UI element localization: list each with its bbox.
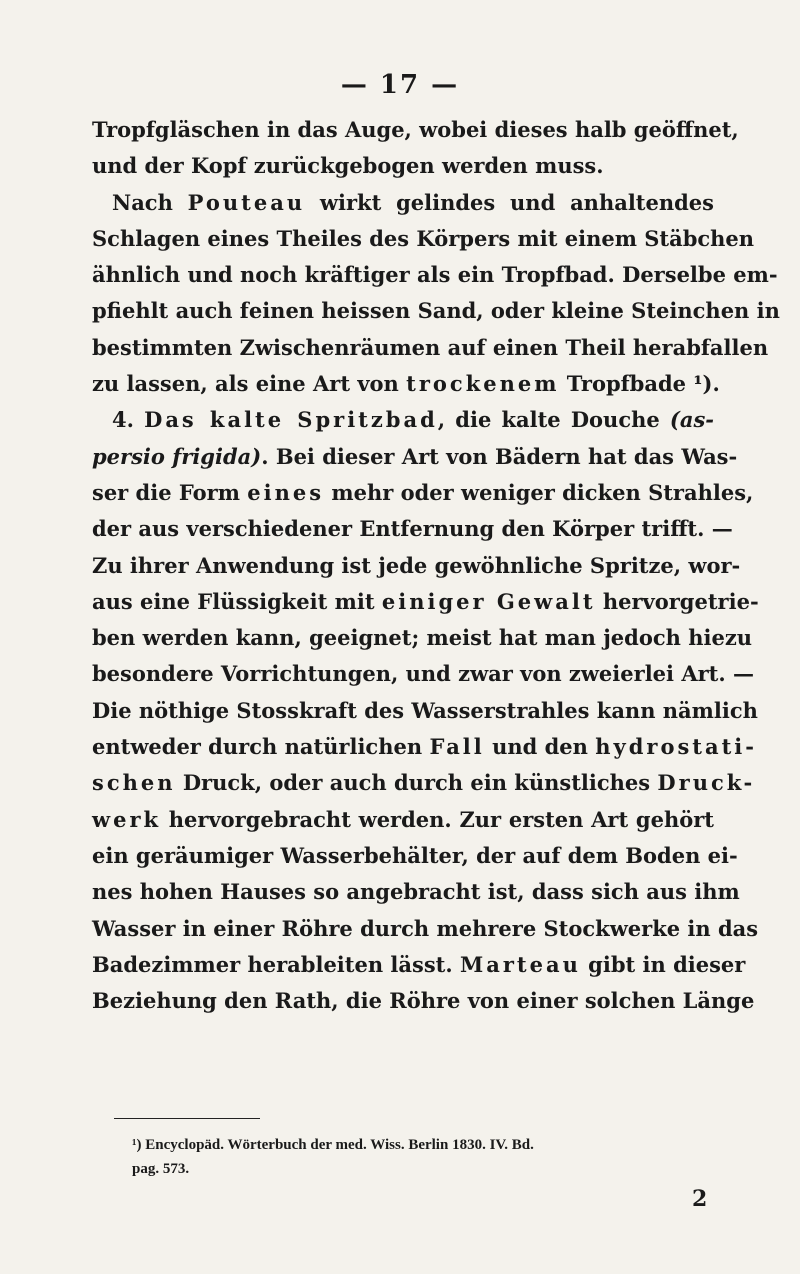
text-line: besondere Vorrichtungen, und zwar von zweierlei Art. — bbox=[92, 661, 755, 687]
text-line: ein geräumiger Wasserbehälter, der auf dem Boden ei- bbox=[92, 842, 738, 868]
text-line: und der Kopf zurückgebogen werden muss. bbox=[92, 153, 604, 179]
text-line: Nach Pouteau wirkt gelindes und anhaltendes bbox=[112, 189, 714, 215]
text-line: Schlagen eines Theiles des Körpers mit einem Stäbchen bbox=[92, 225, 755, 251]
section-title: Das kalte Spritzbad bbox=[144, 407, 438, 433]
footnote bbox=[132, 1133, 714, 1181]
text-line: werk hervorgebracht werden. Zur ersten Art gehört bbox=[92, 806, 714, 832]
text-line: bestimmten Zwischenräumen auf einen Theil herabfallen bbox=[92, 334, 769, 360]
text-line: ser die Form eines mehr oder weniger dicken Strahles, bbox=[92, 479, 754, 505]
printer-signature-mark: 2 bbox=[692, 1186, 708, 1212]
text-line: aus eine Flüssigkeit mit einiger Gewalt hervorgetrie- bbox=[92, 588, 759, 614]
text-line: schen Druck, oder auch durch ein künstliches Druck- bbox=[92, 770, 756, 796]
text-line: entweder durch natürlichen Fall und den hydrostati- bbox=[92, 734, 757, 760]
author-name-marteau: Marteau bbox=[459, 951, 581, 977]
text-line: zu lassen, als eine Art von trockenem Tropfbade ¹). bbox=[92, 371, 720, 397]
text-line: Zu ihrer Anwendung ist jede gewöhnliche Spritze, wor- bbox=[92, 552, 741, 578]
text-line: Badezimmer herableiten lässt. Marteau gibt in dieser bbox=[92, 951, 746, 977]
text-line: ähnlich und noch kräftiger als ein Tropfbad. Derselbe em- bbox=[92, 262, 778, 288]
text-line: Wasser in einer Röhre durch mehrere Stockwerke in das bbox=[92, 915, 759, 941]
text-line: ben werden kann, geeignet; meist hat man jedoch hiezu bbox=[92, 625, 753, 651]
footnote-line: ¹) Encyclopäd. Wörterbuch der med. Wiss. Berlin 1830. IV. Bd. bbox=[132, 1137, 534, 1153]
text-line: Beziehung den Rath, die Röhre von einer solchen Länge bbox=[92, 988, 755, 1014]
text-line: Tropfgläschen in das Auge, wobei dieses halb geöffnet, bbox=[92, 117, 739, 142]
footnote-ref: Tropfbade ¹). bbox=[559, 371, 720, 397]
author-name-pouteau: Pouteau bbox=[187, 189, 306, 215]
page-number: — 17 — bbox=[340, 70, 460, 100]
text-line: Die nöthige Stosskraft des Wasserstrahles kann nämlich bbox=[92, 697, 758, 723]
footnote-line: pag. 573. bbox=[132, 1161, 190, 1177]
text-line: pfiehlt auch feinen heissen Sand, oder kleine Steinchen in bbox=[92, 298, 780, 324]
emphasis-trockenem: trockenem bbox=[406, 371, 560, 397]
text-line: persio frigida). Bei dieser Art von Bädern hat das Was- bbox=[92, 443, 738, 469]
text-line: nes hohen Hauses so angebracht ist, dass sich aus ihm bbox=[92, 879, 740, 905]
footnote-divider bbox=[114, 1118, 260, 1119]
latin-term: persio frigida) bbox=[92, 443, 262, 469]
body-text bbox=[92, 112, 780, 1019]
section-heading-line: 4. Das kalte Spritzbad, die kalte Douche (as- bbox=[112, 407, 715, 433]
text-line: der aus verschiedener Entfernung den Körper trifft. — bbox=[92, 516, 733, 542]
